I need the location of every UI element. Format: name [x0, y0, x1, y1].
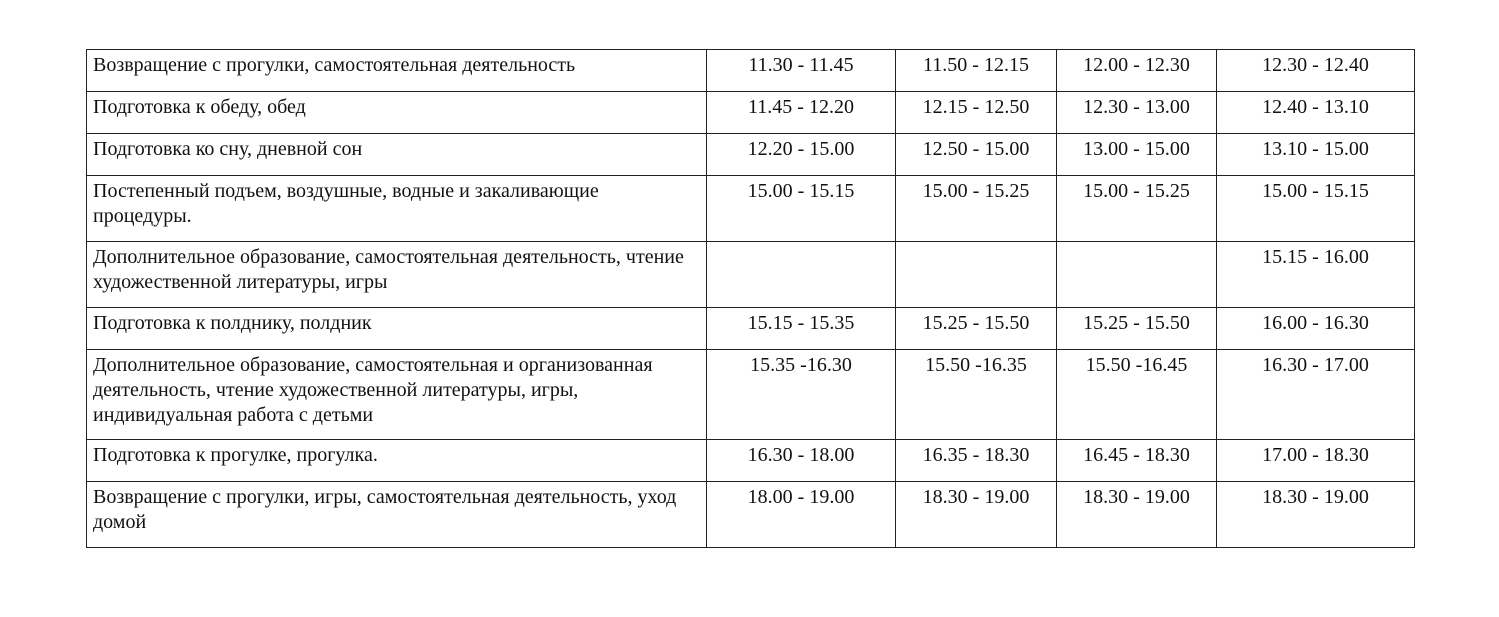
- time-cell: 15.25 - 15.50: [896, 308, 1057, 350]
- table-row: [87, 92, 1415, 134]
- time-cell: 15.15 - 16.00: [1217, 242, 1415, 308]
- time-cell: 18.30 - 19.00: [1217, 482, 1415, 548]
- time-cell: 15.50 -16.35: [896, 350, 1057, 440]
- time-cell: 13.10 - 15.00: [1217, 134, 1415, 176]
- time-cell: 15.15 - 15.35: [707, 308, 896, 350]
- table-row: [87, 242, 1415, 308]
- activity-cell: Подготовка к полднику, полдник: [87, 308, 707, 350]
- activity-cell: Возвращение с прогулки, самостоятельная деятельность: [87, 50, 707, 92]
- time-cell: 18.30 - 19.00: [896, 482, 1057, 548]
- table-row: [87, 50, 1415, 92]
- time-cell: [1057, 242, 1217, 308]
- activity-cell: Дополнительное образование, самостоятельная деятельность, чтение художественной литературы, игры: [87, 242, 707, 308]
- activity-cell: Подготовка ко сну, дневной сон: [87, 134, 707, 176]
- time-cell: 11.45 - 12.20: [707, 92, 896, 134]
- time-cell: 11.50 - 12.15: [896, 50, 1057, 92]
- time-cell: 13.00 - 15.00: [1057, 134, 1217, 176]
- schedule-table: [86, 49, 1415, 548]
- activity-cell: Постепенный подъем, воздушные, водные и закаливающие процедуры.: [87, 176, 707, 242]
- activity-cell: Дополнительное образование, самостоятельная и организованная деятельность, чтение художественной литературы, игры, индивидуальная работа с детьми: [87, 350, 707, 440]
- time-cell: 12.20 - 15.00: [707, 134, 896, 176]
- time-cell: 16.00 - 16.30: [1217, 308, 1415, 350]
- activity-cell: Возвращение с прогулки, игры, самостоятельная деятельность, уход домой: [87, 482, 707, 548]
- time-cell: 16.30 - 18.00: [707, 440, 896, 482]
- time-cell: 11.30 - 11.45: [707, 50, 896, 92]
- time-cell: 17.00 - 18.30: [1217, 440, 1415, 482]
- time-cell: 12.30 - 12.40: [1217, 50, 1415, 92]
- time-cell: 12.15 - 12.50: [896, 92, 1057, 134]
- time-cell: 12.40 - 13.10: [1217, 92, 1415, 134]
- time-cell: 16.30 - 17.00: [1217, 350, 1415, 440]
- time-cell: 15.25 - 15.50: [1057, 308, 1217, 350]
- time-cell: 18.00 - 19.00: [707, 482, 896, 548]
- table-row: [87, 176, 1415, 242]
- table-row: [87, 308, 1415, 350]
- time-cell: [896, 242, 1057, 308]
- time-cell: 12.00 - 12.30: [1057, 50, 1217, 92]
- time-cell: 18.30 - 19.00: [1057, 482, 1217, 548]
- time-cell: 12.30 - 13.00: [1057, 92, 1217, 134]
- activity-cell: Подготовка к обеду, обед: [87, 92, 707, 134]
- time-cell: 15.00 - 15.15: [1217, 176, 1415, 242]
- table-row: [87, 440, 1415, 482]
- time-cell: 16.45 - 18.30: [1057, 440, 1217, 482]
- activity-cell: Подготовка к прогулке, прогулка.: [87, 440, 707, 482]
- table-row: [87, 134, 1415, 176]
- time-cell: 15.00 - 15.25: [896, 176, 1057, 242]
- time-cell: 12.50 - 15.00: [896, 134, 1057, 176]
- time-cell: 15.00 - 15.15: [707, 176, 896, 242]
- time-cell: 15.00 - 15.25: [1057, 176, 1217, 242]
- table-row: [87, 350, 1415, 440]
- time-cell: 15.50 -16.45: [1057, 350, 1217, 440]
- time-cell: 15.35 -16.30: [707, 350, 896, 440]
- table-row: [87, 482, 1415, 548]
- time-cell: [707, 242, 896, 308]
- time-cell: 16.35 - 18.30: [896, 440, 1057, 482]
